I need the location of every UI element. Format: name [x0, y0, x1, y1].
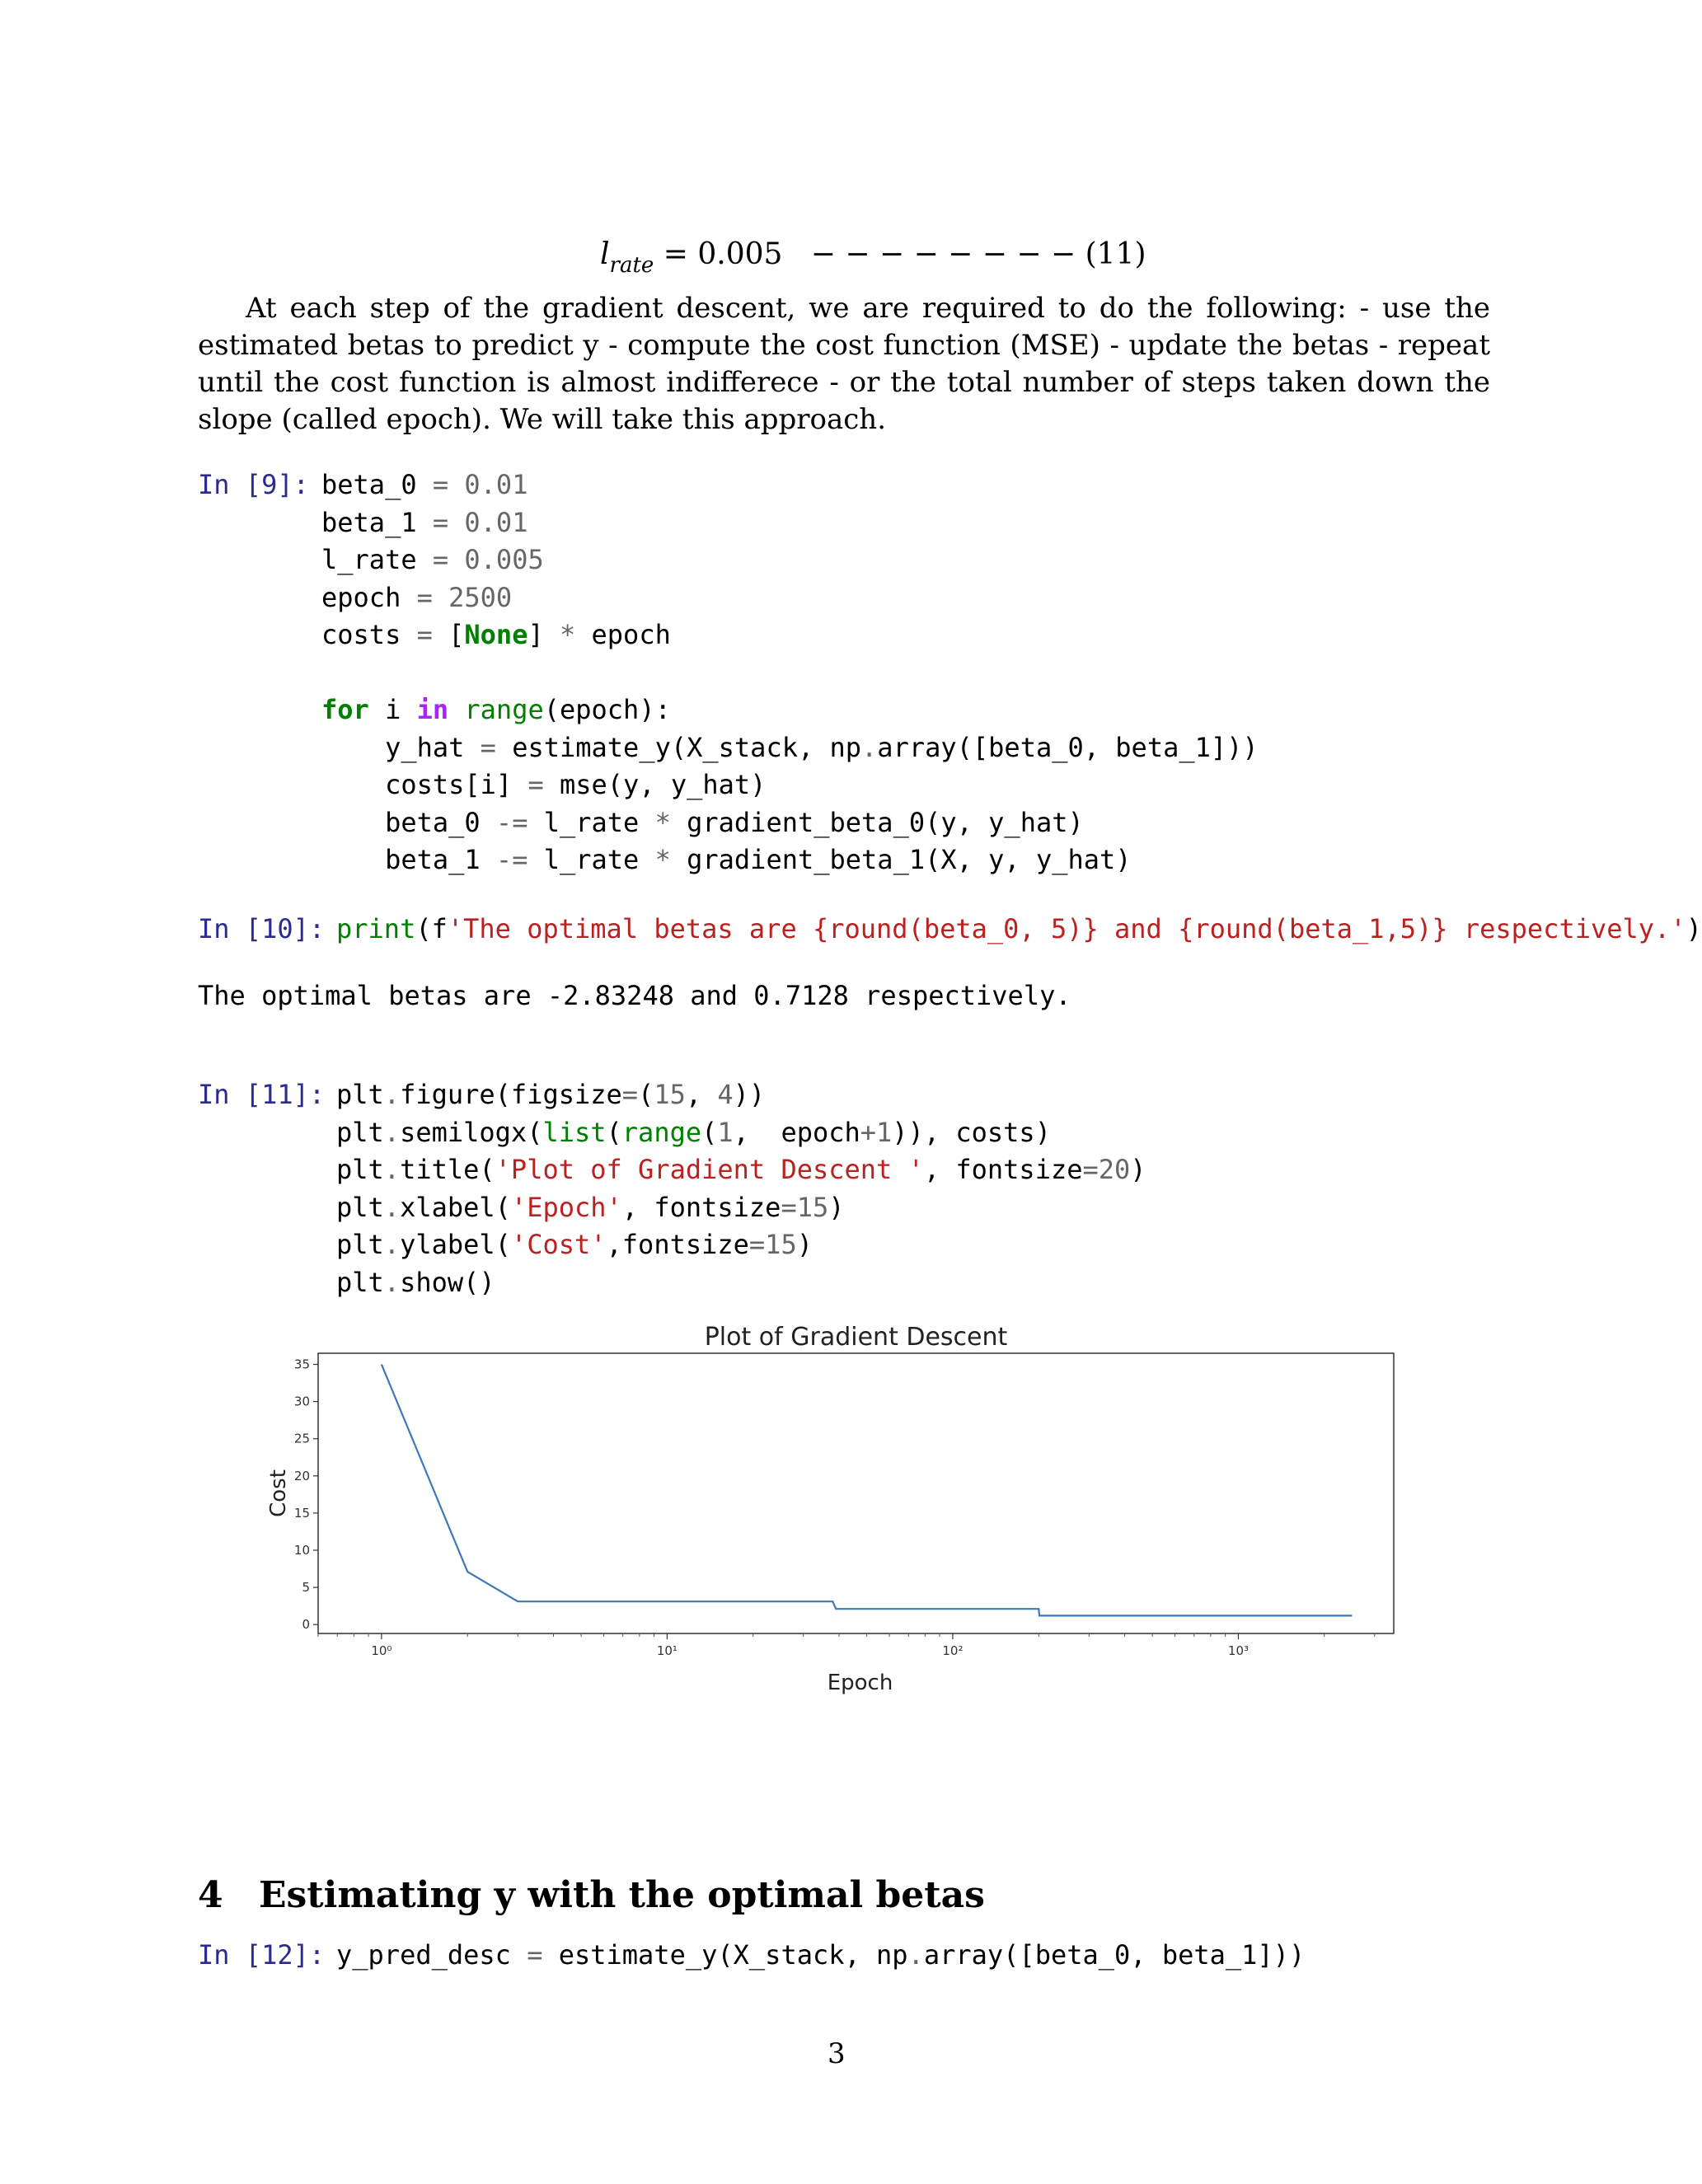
y-axis-label: Cost	[266, 1469, 291, 1517]
code-token: .	[383, 1191, 401, 1223]
cell-10-output: The optimal betas are -2.83248 and 0.7128 respectively.	[198, 980, 1071, 1011]
code-token: gradient_beta_1(X, y, y_hat)	[670, 844, 1132, 875]
code-token: beta_1	[321, 844, 496, 875]
code-token: figure(figsize	[400, 1079, 622, 1110]
code-token: =	[480, 731, 496, 763]
y-tick-label: 30	[293, 1394, 310, 1409]
code-token: estimate_y(X_stack, np	[495, 731, 862, 763]
code-token	[448, 507, 464, 538]
code-line	[321, 616, 1259, 654]
cell-11-prompt: In [11]:	[198, 1079, 326, 1110]
gradient-descent-chart	[260, 1323, 1431, 1716]
code-token: for	[321, 694, 369, 725]
code-token: =	[432, 544, 449, 575]
code-token: 0.01	[464, 469, 528, 500]
equation-11	[600, 234, 1146, 278]
code-token: *	[654, 844, 671, 875]
code-line	[336, 911, 1702, 949]
code-token: epoch	[575, 619, 671, 650]
code-token: -=	[495, 844, 528, 875]
code-token: 15	[654, 1079, 686, 1110]
code-token: .	[861, 731, 878, 763]
code-token: mse(y, y_hat)	[543, 769, 767, 800]
y-tick-label: 25	[293, 1431, 310, 1446]
equation-dashes: − − − − − − − −	[810, 237, 1076, 271]
code-token: )	[1130, 1154, 1146, 1185]
code-token: ylabel(	[400, 1229, 511, 1260]
code-token: range	[621, 1116, 702, 1148]
code-token: 0.01	[464, 506, 528, 538]
code-line	[321, 466, 1259, 504]
section-number: 4	[198, 1874, 223, 1916]
code-token: 1	[876, 1116, 893, 1148]
code-token: .	[383, 1266, 401, 1298]
code-token: show()	[400, 1266, 495, 1298]
code-token: in	[416, 694, 449, 725]
cell-12-prompt: In [12]:	[198, 1939, 326, 1971]
code-token: plt	[336, 1266, 384, 1298]
code-token: plt	[336, 1079, 384, 1110]
cost-series-line	[382, 1365, 1353, 1616]
code-token: (	[701, 1116, 718, 1148]
section-title: Estimating y with the optimal betas	[259, 1874, 985, 1916]
page-number: 3	[828, 2037, 846, 2070]
code-token: l_rate	[321, 544, 433, 575]
equation-rhs: = 0.005	[663, 237, 783, 271]
code-token: beta_0	[321, 806, 496, 838]
code-token: l_rate	[527, 844, 655, 875]
code-line	[321, 654, 1259, 692]
code-token: beta_0	[321, 469, 433, 500]
code-token: 4	[717, 1079, 734, 1110]
code-token: .	[383, 1079, 401, 1110]
code-token: (	[606, 1116, 622, 1148]
code-line	[336, 1151, 1146, 1189]
y-tick-label: 35	[293, 1357, 310, 1372]
code-token: .	[383, 1229, 401, 1260]
code-line	[321, 766, 1259, 804]
code-token: estimate_y(X_stack, np	[542, 1939, 908, 1971]
code-token: i	[368, 694, 417, 725]
x-tick-label: 10²	[942, 1643, 964, 1658]
code-token: =	[432, 506, 449, 538]
code-token: =	[621, 1079, 639, 1110]
cell-9-code[interactable]	[321, 466, 1259, 879]
code-token: =	[527, 769, 544, 800]
code-token: (epoch):	[543, 694, 671, 725]
code-token: [	[432, 619, 465, 650]
code-token: 20	[1098, 1154, 1131, 1185]
code-token: costs[i]	[321, 769, 528, 800]
equation-symbol: l	[600, 237, 610, 271]
code-token: =	[432, 469, 449, 500]
code-token: *	[654, 806, 671, 838]
chart-title: Plot of Gradient Descent	[704, 1323, 1008, 1352]
code-token: plt	[336, 1191, 384, 1223]
code-token: +	[860, 1116, 877, 1148]
code-line	[321, 691, 1259, 729]
code-token: title(	[400, 1154, 495, 1185]
y-tick-label: 10	[293, 1542, 310, 1558]
code-token: ]	[527, 619, 560, 650]
code-token: =	[527, 1939, 543, 1971]
code-token: l_rate	[527, 806, 655, 838]
code-token: .	[907, 1939, 924, 1971]
code-token: =	[781, 1191, 797, 1223]
code-token: =	[416, 619, 433, 650]
code-token: 0.005	[464, 544, 544, 575]
plot-frame	[318, 1353, 1394, 1633]
code-token: array([beta_0, beta_1]))	[877, 731, 1259, 763]
code-token: epoch	[321, 581, 417, 613]
code-line	[336, 1114, 1146, 1152]
code-line	[321, 541, 1259, 579]
code-token: .	[383, 1116, 401, 1148]
cell-10-code[interactable]	[336, 911, 1702, 949]
code-line	[336, 1226, 1146, 1264]
cell-10-prompt: In [10]:	[198, 913, 326, 944]
code-token: -=	[495, 806, 528, 838]
code-line	[321, 841, 1259, 879]
code-token	[448, 694, 464, 725]
section-heading	[198, 1874, 985, 1916]
code-token: 15	[765, 1229, 797, 1260]
y-tick-label: 20	[293, 1468, 310, 1483]
code-line	[321, 729, 1259, 767]
code-token: ,	[685, 1079, 718, 1110]
code-token: None	[464, 619, 528, 650]
code-line	[321, 579, 1259, 617]
code-token: y_hat	[321, 731, 481, 763]
cell-9-prompt: In [9]:	[198, 469, 309, 500]
code-token: 'Cost'	[510, 1229, 607, 1260]
code-token: array([beta_0, beta_1]))	[923, 1939, 1306, 1971]
code-token: plt	[336, 1154, 384, 1185]
code-token: )	[796, 1229, 813, 1260]
code-token	[448, 469, 464, 500]
code-line	[336, 1264, 1146, 1302]
code-token	[448, 544, 464, 575]
code-token: costs	[321, 619, 417, 650]
code-token: =	[1082, 1154, 1099, 1185]
code-line	[336, 1189, 1146, 1227]
code-token: beta_1	[321, 506, 433, 538]
x-axis-label: Epoch	[827, 1671, 893, 1695]
code-token: y_pred_desc	[336, 1939, 527, 1971]
code-token: print	[336, 913, 416, 944]
code-token	[433, 582, 448, 613]
code-token: *	[559, 619, 576, 650]
body-paragraph: At each step of the gradient descent, we are required to do the following: - use the estimated betas to predict y - compute the cost function (MSE) - update the betas - repeat until the cost function is almost indifferece - or the total number of steps taken down the slope (called epoch). We will take this approach.	[198, 292, 1490, 436]
code-line	[336, 1076, 1146, 1114]
code-line	[321, 804, 1259, 842]
code-token: ,fontsize	[606, 1229, 749, 1260]
x-tick-label: 10³	[1227, 1643, 1250, 1658]
code-token: , epoch	[733, 1116, 860, 1148]
y-tick-label: 0	[302, 1617, 310, 1633]
code-line	[321, 504, 1259, 542]
code-token: ))	[733, 1079, 766, 1110]
code-token: semilogx(	[400, 1116, 543, 1148]
code-token: 'The optimal betas are {round(beta_0, 5)} and {round(beta_1,5)} respectively.'	[447, 913, 1686, 944]
code-token: =	[748, 1229, 766, 1260]
code-token: )), costs)	[892, 1116, 1051, 1148]
code-line	[336, 1937, 1305, 1975]
code-token: xlabel(	[400, 1191, 511, 1223]
cell-11-code[interactable]	[336, 1076, 1146, 1301]
code-token: plt	[336, 1116, 384, 1148]
code-token: 'Epoch'	[510, 1191, 622, 1223]
code-token: list	[542, 1116, 607, 1148]
code-token: 2500	[448, 581, 513, 613]
x-tick-label: 10⁰	[371, 1643, 392, 1658]
code-token: .	[383, 1154, 401, 1185]
equation-subscript: rate	[609, 253, 654, 278]
equation-number: (11)	[1085, 237, 1146, 271]
code-token: gradient_beta_0(y, y_hat)	[670, 806, 1084, 838]
code-token: )	[1686, 913, 1702, 944]
y-tick-label: 5	[302, 1580, 310, 1596]
y-tick-label: 15	[293, 1505, 310, 1521]
code-token: =	[416, 581, 433, 613]
code-token: )	[828, 1191, 845, 1223]
code-token: 15	[796, 1191, 829, 1223]
code-token: 1	[717, 1116, 734, 1148]
code-token: (	[638, 1079, 654, 1110]
code-token: , fontsize	[923, 1154, 1083, 1185]
code-token: 'Plot of Gradient Descent '	[495, 1154, 924, 1185]
code-token: plt	[336, 1229, 384, 1260]
cell-12-code[interactable]	[336, 1937, 1305, 1975]
code-token: (f	[415, 913, 448, 944]
x-tick-label: 10¹	[656, 1643, 678, 1658]
code-token: range	[464, 694, 544, 725]
code-token: , fontsize	[621, 1191, 781, 1223]
